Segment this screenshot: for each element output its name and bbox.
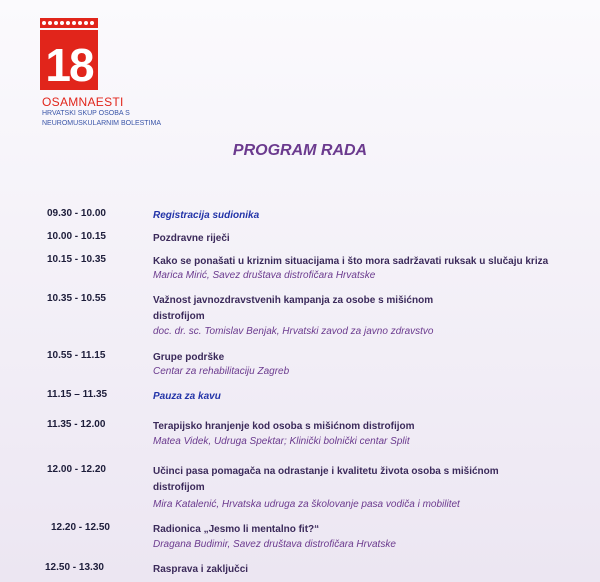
schedule-time: 09.30 - 10.00 (47, 208, 106, 219)
schedule-speaker: Centar za rehabilitaciju Zagreb (153, 366, 290, 377)
brand-subtitle-line-2: NEUROMUSKULARNIM BOLESTIMA (42, 120, 162, 127)
brand-subtitle (42, 109, 161, 129)
schedule-time: 12.00 - 12.20 (47, 464, 106, 475)
schedule-time: 10.00 - 10.15 (47, 231, 106, 242)
schedule-speaker: doc. dr. sc. Tomislav Benjak, Hrvatski zavod za javno zdravstvo (153, 326, 434, 337)
schedule-time: 10.15 - 10.35 (47, 254, 106, 265)
schedule-time: 10.55 - 11.15 (47, 350, 106, 361)
schedule-topic: Registracija sudionika (153, 210, 260, 221)
schedule-topic-line-1: Učinci pasa pomagača na odrastanje i kvalitetu života osoba s mišićnom (153, 466, 499, 477)
schedule-topic: Radionica „Jesmo li mentalno fit?“ (153, 524, 320, 535)
logo-box (40, 30, 98, 90)
schedule-topic-line-2: distrofijom (153, 311, 205, 322)
logo-number: 18 (45, 39, 93, 91)
schedule-speaker: Matea Videk, Udruga Spektar; Klinički bolnički centar Split (153, 436, 410, 447)
schedule-time: 12.50 - 13.30 (45, 562, 104, 573)
schedule-topic: Terapijsko hranjenje kod osoba s mišićnom distrofijom (153, 421, 415, 432)
brand-name: OSAMNAESTI (42, 95, 124, 109)
schedule-time: 10.35 - 10.55 (47, 293, 106, 304)
schedule-topic-line-1: Važnost javnozdravstvenih kampanja za osobe s mišićnom (153, 295, 434, 306)
schedule-time: 11.15 – 11.35 (47, 389, 108, 400)
schedule-time: 11.35 - 12.00 (47, 419, 106, 430)
schedule-speaker: Marica Mirić, Savez društava distrofičara Hrvatske (153, 270, 376, 281)
schedule-time: 12.20 - 12.50 (51, 522, 110, 533)
schedule-topic: Pauza za kavu (153, 391, 221, 402)
event-logo (40, 18, 98, 90)
page-title: PROGRAM RADA (232, 142, 368, 159)
schedule-topic: Kako se ponašati u kriznim situacijama i što mora sadržavati ruksak u slučaju kriza (153, 256, 549, 267)
schedule-topic: Rasprava i zaključci (153, 564, 249, 575)
logo-dots-strip (40, 18, 98, 28)
brand-subtitle-line-1: HRVATSKI SKUP OSOBA S (42, 110, 130, 117)
schedule-topic: Grupe podrške (153, 352, 225, 363)
schedule-topic: Pozdravne riječi (153, 233, 230, 244)
schedule-speaker: Dragana Budimir, Savez društava distrofičara Hrvatske (153, 539, 396, 550)
schedule-topic-line-2: distrofijom (153, 482, 205, 493)
schedule-speaker: Mira Katalenić, Hrvatska udruga za školovanje pasa vodiča i mobilitet (153, 499, 460, 510)
